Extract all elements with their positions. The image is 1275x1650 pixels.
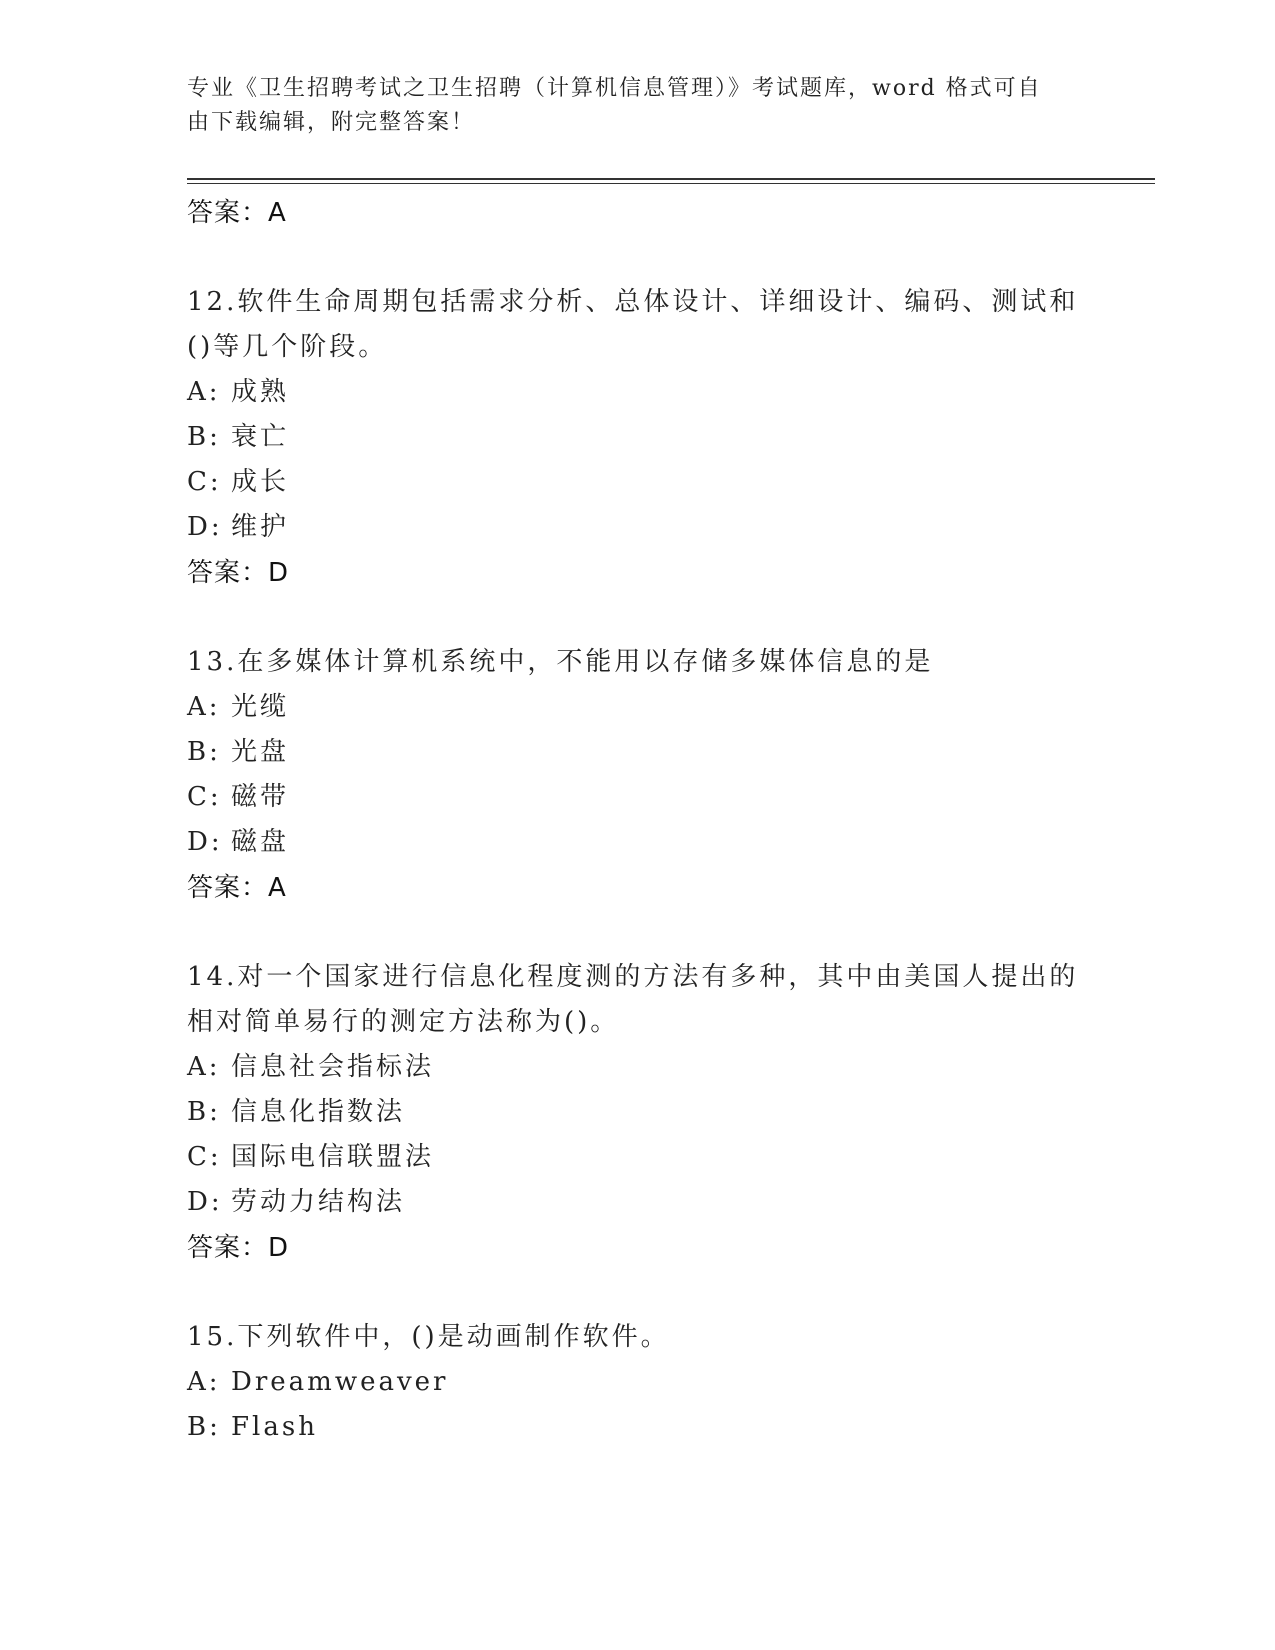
header-line-2: 由下载编辑，附完整答案！ [187,110,476,135]
option-a [187,370,1087,415]
answer-line: 答案：A [187,873,287,903]
option-key: C: [187,782,222,812]
question-stem-line-2: ()等几个阶段。 [187,332,388,362]
option-text: 劳动力结构法 [231,1187,406,1217]
option-a [187,1045,1087,1090]
option-text: 衰亡 [231,422,290,452]
question-stem [187,280,1087,370]
option-text: 维护 [231,512,290,542]
option-key: C: [187,1142,222,1172]
option-key: B: [187,422,221,452]
answer-line: 答案：D [187,558,290,588]
question-stem [187,640,1087,685]
option-text: 成长 [231,467,290,497]
option-key: B: [187,1412,221,1442]
question-stem-line-1: 13.在多媒体计算机系统中，不能用以存储多媒体信息的是 [187,647,934,677]
option-text: 成熟 [231,377,290,407]
option-d [187,1180,1087,1225]
option-key: A: [187,1367,221,1397]
option-a [187,685,1087,730]
question-15 [187,1315,1087,1450]
option-b [187,1090,1087,1135]
option-text: 信息化指数法 [231,1097,406,1127]
option-b [187,1405,1087,1450]
option-key: B: [187,737,221,767]
question-list [187,190,1087,1450]
option-a [187,1360,1087,1405]
question-stem-line-1: 15.下列软件中，()是动画制作软件。 [187,1322,670,1352]
option-text: Flash [231,1412,318,1442]
question-stem [187,1315,1087,1360]
option-text: 磁盘 [231,827,290,857]
option-d [187,505,1087,550]
option-d [187,820,1087,865]
option-key: A: [187,692,221,722]
option-text: Dreamweaver [231,1367,449,1397]
document-header [187,72,1067,140]
option-key: A: [187,377,221,407]
option-text: 信息社会指标法 [231,1052,435,1082]
option-c [187,460,1087,505]
option-b [187,415,1087,460]
question-stem-line-2: 相对简单易行的测定方法称为()。 [187,1007,620,1037]
option-text: 磁带 [231,782,290,812]
option-key: C: [187,467,222,497]
option-key: D: [187,1187,223,1217]
option-text: 光盘 [231,737,290,767]
question-stem-line-1: 14.对一个国家进行信息化程度测的方法有多种，其中由美国人提出的 [187,962,1079,992]
option-key: A: [187,1052,221,1082]
option-c [187,1135,1087,1180]
header-line-1: 专业《卫生招聘考试之卫生招聘（计算机信息管理）》考试题库，word 格式可自 [187,76,1042,101]
option-key: B: [187,1097,221,1127]
header-divider-thin [187,183,1155,184]
option-key: D: [187,827,223,857]
question-13 [187,640,1087,911]
option-key: D: [187,512,223,542]
option-c [187,775,1087,820]
question-stem-line-1: 12.软件生命周期包括需求分析、总体设计、详细设计、编码、测试和 [187,287,1079,317]
question-stem [187,955,1087,1045]
previous-answer: 答案：A [187,198,287,228]
question-12 [187,280,1087,596]
header-divider-thick [187,178,1155,180]
option-text: 国际电信联盟法 [231,1142,435,1172]
option-text: 光缆 [231,692,290,722]
question-14 [187,955,1087,1271]
answer-line: 答案：D [187,1233,290,1263]
option-b [187,730,1087,775]
